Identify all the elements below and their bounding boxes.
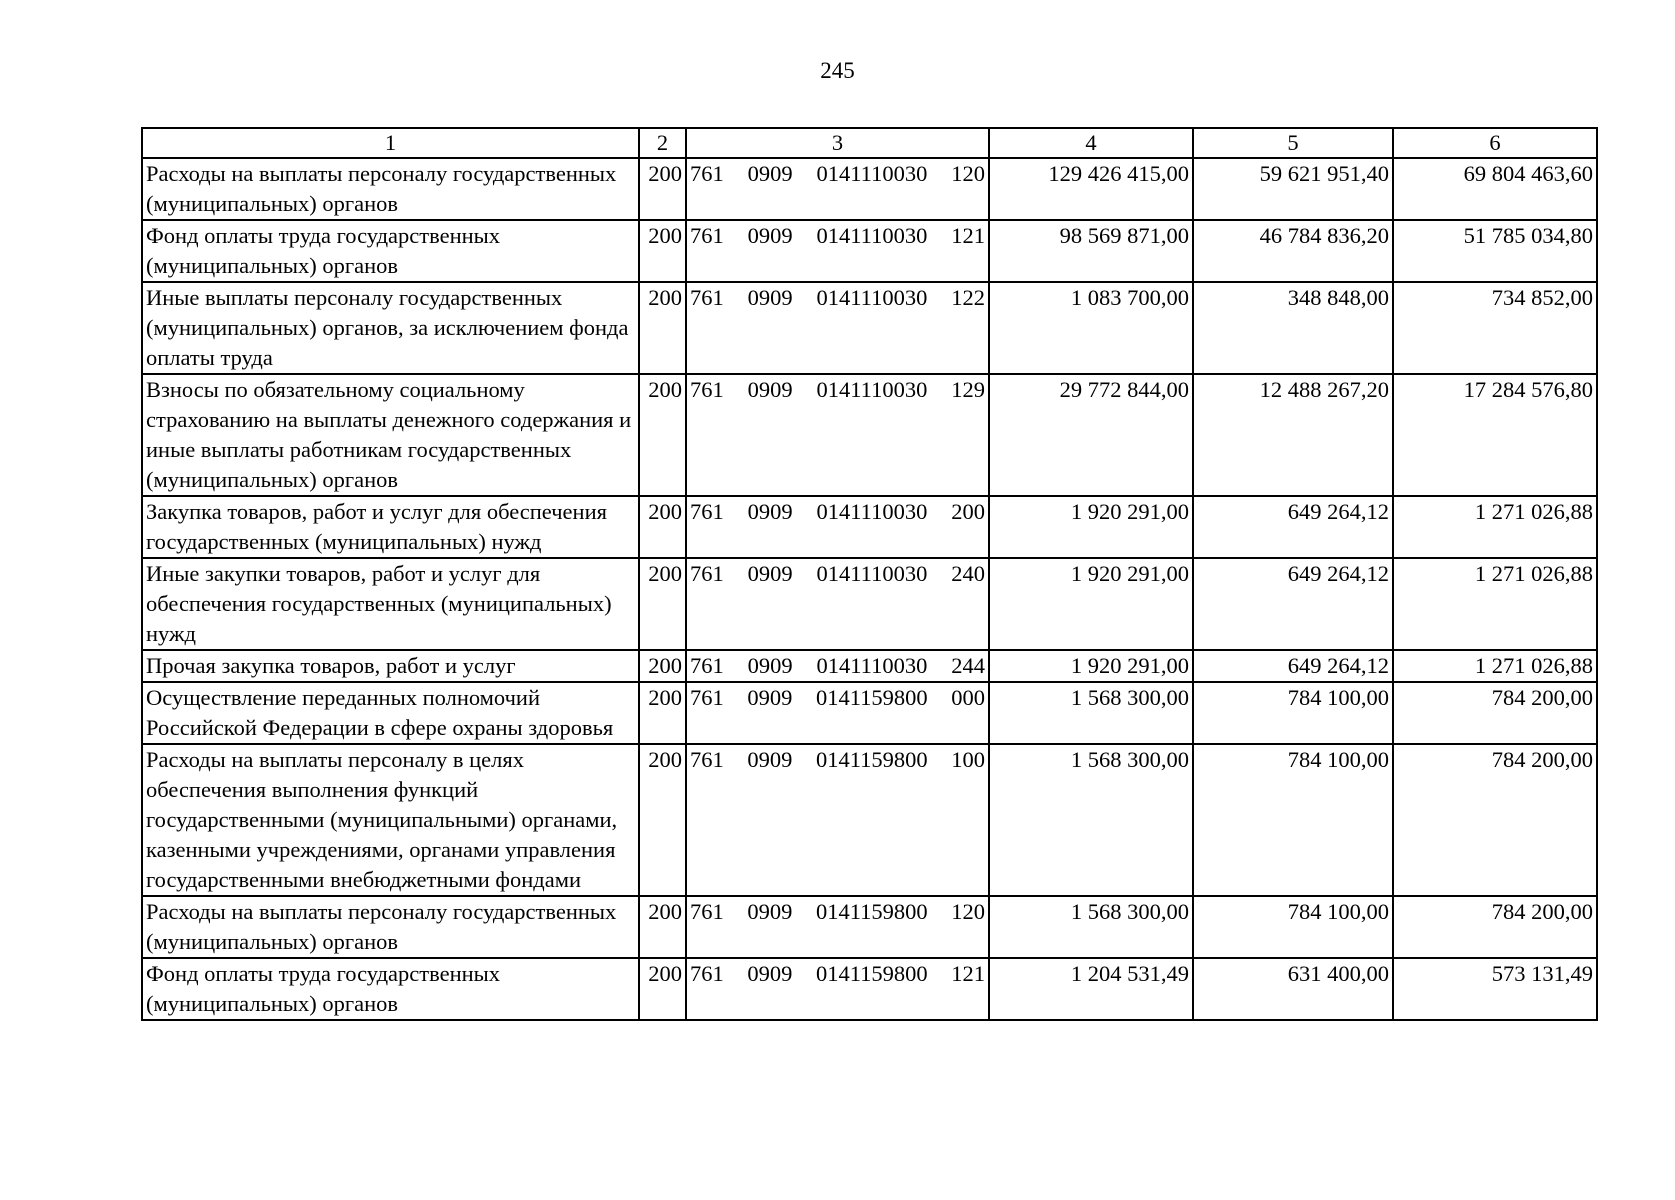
section-code: 0909 (747, 685, 793, 710)
row-description: Фонд оплаты труда государственных (муниципальных) органов (142, 220, 639, 282)
expense-type-code: 129 (951, 377, 985, 402)
row-line-code: 200 (639, 896, 686, 958)
ministry-code: 761 (690, 285, 724, 310)
target-code: 0141159800 (815, 961, 928, 986)
row-classification-codes (686, 682, 989, 744)
row-classification-codes (686, 496, 989, 558)
codes-line (690, 375, 985, 405)
row-description: Фонд оплаты труда государственных (муниципальных) органов (142, 958, 639, 1020)
target-code: 0141110030 (816, 653, 928, 678)
row-line-code: 200 (639, 374, 686, 496)
ministry-code: 761 (690, 561, 724, 586)
row-description: Иные выплаты персоналу государственных (муниципальных) органов, за исключением фонда оплаты труда (142, 282, 639, 374)
row-line-code: 200 (639, 958, 686, 1020)
expense-type-code: 000 (951, 685, 985, 710)
row-line-code: 200 (639, 558, 686, 650)
row-amount-col5: 631 400,00 (1193, 958, 1393, 1020)
row-amount-col6: 784 200,00 (1393, 896, 1597, 958)
section-code: 0909 (747, 161, 793, 186)
column-header: 3 (686, 128, 989, 158)
expense-type-code: 200 (951, 499, 985, 524)
codes-line (690, 651, 985, 681)
column-header: 5 (1193, 128, 1393, 158)
target-code: 0141159800 (815, 899, 928, 924)
expense-type-code: 100 (951, 747, 985, 772)
row-amount-col4: 129 426 415,00 (989, 158, 1193, 220)
column-header: 1 (142, 128, 639, 158)
row-amount-col6: 1 271 026,88 (1393, 496, 1597, 558)
ministry-code: 761 (690, 223, 724, 248)
codes-line (690, 283, 985, 313)
row-amount-col6: 1 271 026,88 (1393, 650, 1597, 682)
ministry-code: 761 (690, 961, 724, 986)
row-line-code: 200 (639, 496, 686, 558)
target-code: 0141110030 (816, 561, 928, 586)
row-amount-col6: 1 271 026,88 (1393, 558, 1597, 650)
target-code: 0141110030 (816, 377, 928, 402)
section-code: 0909 (747, 499, 793, 524)
table-row (142, 682, 1597, 744)
expense-type-code: 240 (951, 561, 985, 586)
row-amount-col4: 1 920 291,00 (989, 558, 1193, 650)
table-row (142, 744, 1597, 896)
row-classification-codes (686, 558, 989, 650)
row-amount-col5: 12 488 267,20 (1193, 374, 1393, 496)
row-amount-col6: 784 200,00 (1393, 744, 1597, 896)
row-line-code: 200 (639, 744, 686, 896)
codes-line (690, 221, 985, 251)
row-amount-col4: 1 920 291,00 (989, 496, 1193, 558)
codes-line (690, 897, 985, 927)
target-code: 0141110030 (816, 161, 928, 186)
section-code: 0909 (747, 285, 793, 310)
section-code: 0909 (747, 561, 793, 586)
row-amount-col6: 17 284 576,80 (1393, 374, 1597, 496)
ministry-code: 761 (690, 747, 724, 772)
expense-type-code: 121 (951, 223, 985, 248)
target-code: 0141110030 (816, 499, 928, 524)
row-classification-codes (686, 158, 989, 220)
row-amount-col6: 69 804 463,60 (1393, 158, 1597, 220)
codes-line (690, 745, 985, 775)
row-amount-col5: 649 264,12 (1193, 496, 1393, 558)
expense-type-code: 121 (951, 961, 985, 986)
row-classification-codes (686, 896, 989, 958)
row-amount-col4: 1 083 700,00 (989, 282, 1193, 374)
target-code: 0141110030 (816, 285, 928, 310)
row-amount-col6: 784 200,00 (1393, 682, 1597, 744)
table-row (142, 220, 1597, 282)
table-row (142, 958, 1597, 1020)
row-classification-codes (686, 744, 989, 896)
row-amount-col4: 1 568 300,00 (989, 896, 1193, 958)
row-amount-col6: 734 852,00 (1393, 282, 1597, 374)
row-amount-col5: 649 264,12 (1193, 558, 1393, 650)
section-code: 0909 (747, 223, 793, 248)
row-description: Расходы на выплаты персоналу государственных (муниципальных) органов (142, 896, 639, 958)
row-classification-codes (686, 282, 989, 374)
row-line-code: 200 (639, 220, 686, 282)
row-amount-col4: 29 772 844,00 (989, 374, 1193, 496)
row-amount-col5: 348 848,00 (1193, 282, 1393, 374)
column-header: 2 (639, 128, 686, 158)
ministry-code: 761 (690, 899, 724, 924)
row-classification-codes (686, 374, 989, 496)
row-amount-col5: 59 621 951,40 (1193, 158, 1393, 220)
codes-line (690, 497, 985, 527)
row-description: Иные закупки товаров, работ и услуг для обеспечения государственных (муниципальных) нужд (142, 558, 639, 650)
row-amount-col5: 784 100,00 (1193, 896, 1393, 958)
table-row (142, 558, 1597, 650)
codes-line (690, 683, 985, 713)
row-amount-col4: 1 568 300,00 (989, 744, 1193, 896)
table-row (142, 650, 1597, 682)
table-row (142, 496, 1597, 558)
row-classification-codes (686, 650, 989, 682)
row-line-code: 200 (639, 650, 686, 682)
row-amount-col4: 1 920 291,00 (989, 650, 1193, 682)
budget-table (141, 127, 1598, 1021)
row-amount-col5: 784 100,00 (1193, 682, 1393, 744)
row-amount-col6: 573 131,49 (1393, 958, 1597, 1020)
row-description: Взносы по обязательному социальному страхованию на выплаты денежного содержания и иные выплаты работникам государственных (муниципальных) органов (142, 374, 639, 496)
ministry-code: 761 (690, 499, 724, 524)
table-row (142, 374, 1597, 496)
expense-type-code: 120 (951, 161, 985, 186)
row-classification-codes (686, 220, 989, 282)
row-amount-col4: 1 204 531,49 (989, 958, 1193, 1020)
row-description: Прочая закупка товаров, работ и услуг (142, 650, 639, 682)
expense-type-code: 122 (951, 285, 985, 310)
table-row (142, 282, 1597, 374)
target-code: 0141159800 (815, 747, 928, 772)
row-amount-col4: 98 569 871,00 (989, 220, 1193, 282)
codes-line (690, 959, 985, 989)
row-description: Закупка товаров, работ и услуг для обеспечения государственных (муниципальных) нужд (142, 496, 639, 558)
section-code: 0909 (747, 377, 793, 402)
table-row (142, 896, 1597, 958)
row-classification-codes (686, 958, 989, 1020)
row-description: Расходы на выплаты персоналу государственных (муниципальных) органов (142, 158, 639, 220)
row-amount-col5: 784 100,00 (1193, 744, 1393, 896)
expense-type-code: 120 (951, 899, 985, 924)
expense-type-code: 244 (951, 653, 985, 678)
page-number: 245 (820, 58, 855, 83)
row-amount-col6: 51 785 034,80 (1393, 220, 1597, 282)
row-line-code: 200 (639, 682, 686, 744)
row-amount-col4: 1 568 300,00 (989, 682, 1193, 744)
row-description: Осуществление переданных полномочий Российской Федерации в сфере охраны здоровья (142, 682, 639, 744)
ministry-code: 761 (690, 685, 724, 710)
column-header: 4 (989, 128, 1193, 158)
table-row (142, 158, 1597, 220)
section-code: 0909 (747, 899, 793, 924)
column-header: 6 (1393, 128, 1597, 158)
ministry-code: 761 (690, 161, 724, 186)
row-line-code: 200 (639, 282, 686, 374)
target-code: 0141159800 (815, 685, 928, 710)
ministry-code: 761 (690, 653, 724, 678)
header-row (142, 128, 1597, 158)
codes-line (690, 159, 985, 189)
section-code: 0909 (747, 961, 793, 986)
row-amount-col5: 46 784 836,20 (1193, 220, 1393, 282)
section-code: 0909 (747, 747, 793, 772)
row-amount-col5: 649 264,12 (1193, 650, 1393, 682)
section-code: 0909 (747, 653, 793, 678)
ministry-code: 761 (690, 377, 724, 402)
row-line-code: 200 (639, 158, 686, 220)
target-code: 0141110030 (816, 223, 928, 248)
codes-line (690, 559, 985, 589)
row-description: Расходы на выплаты персоналу в целях обеспечения выполнения функций государственными (муниципальными) органами, казенными учреждениями, органами управления государственными внебюджетными фондами (142, 744, 639, 896)
